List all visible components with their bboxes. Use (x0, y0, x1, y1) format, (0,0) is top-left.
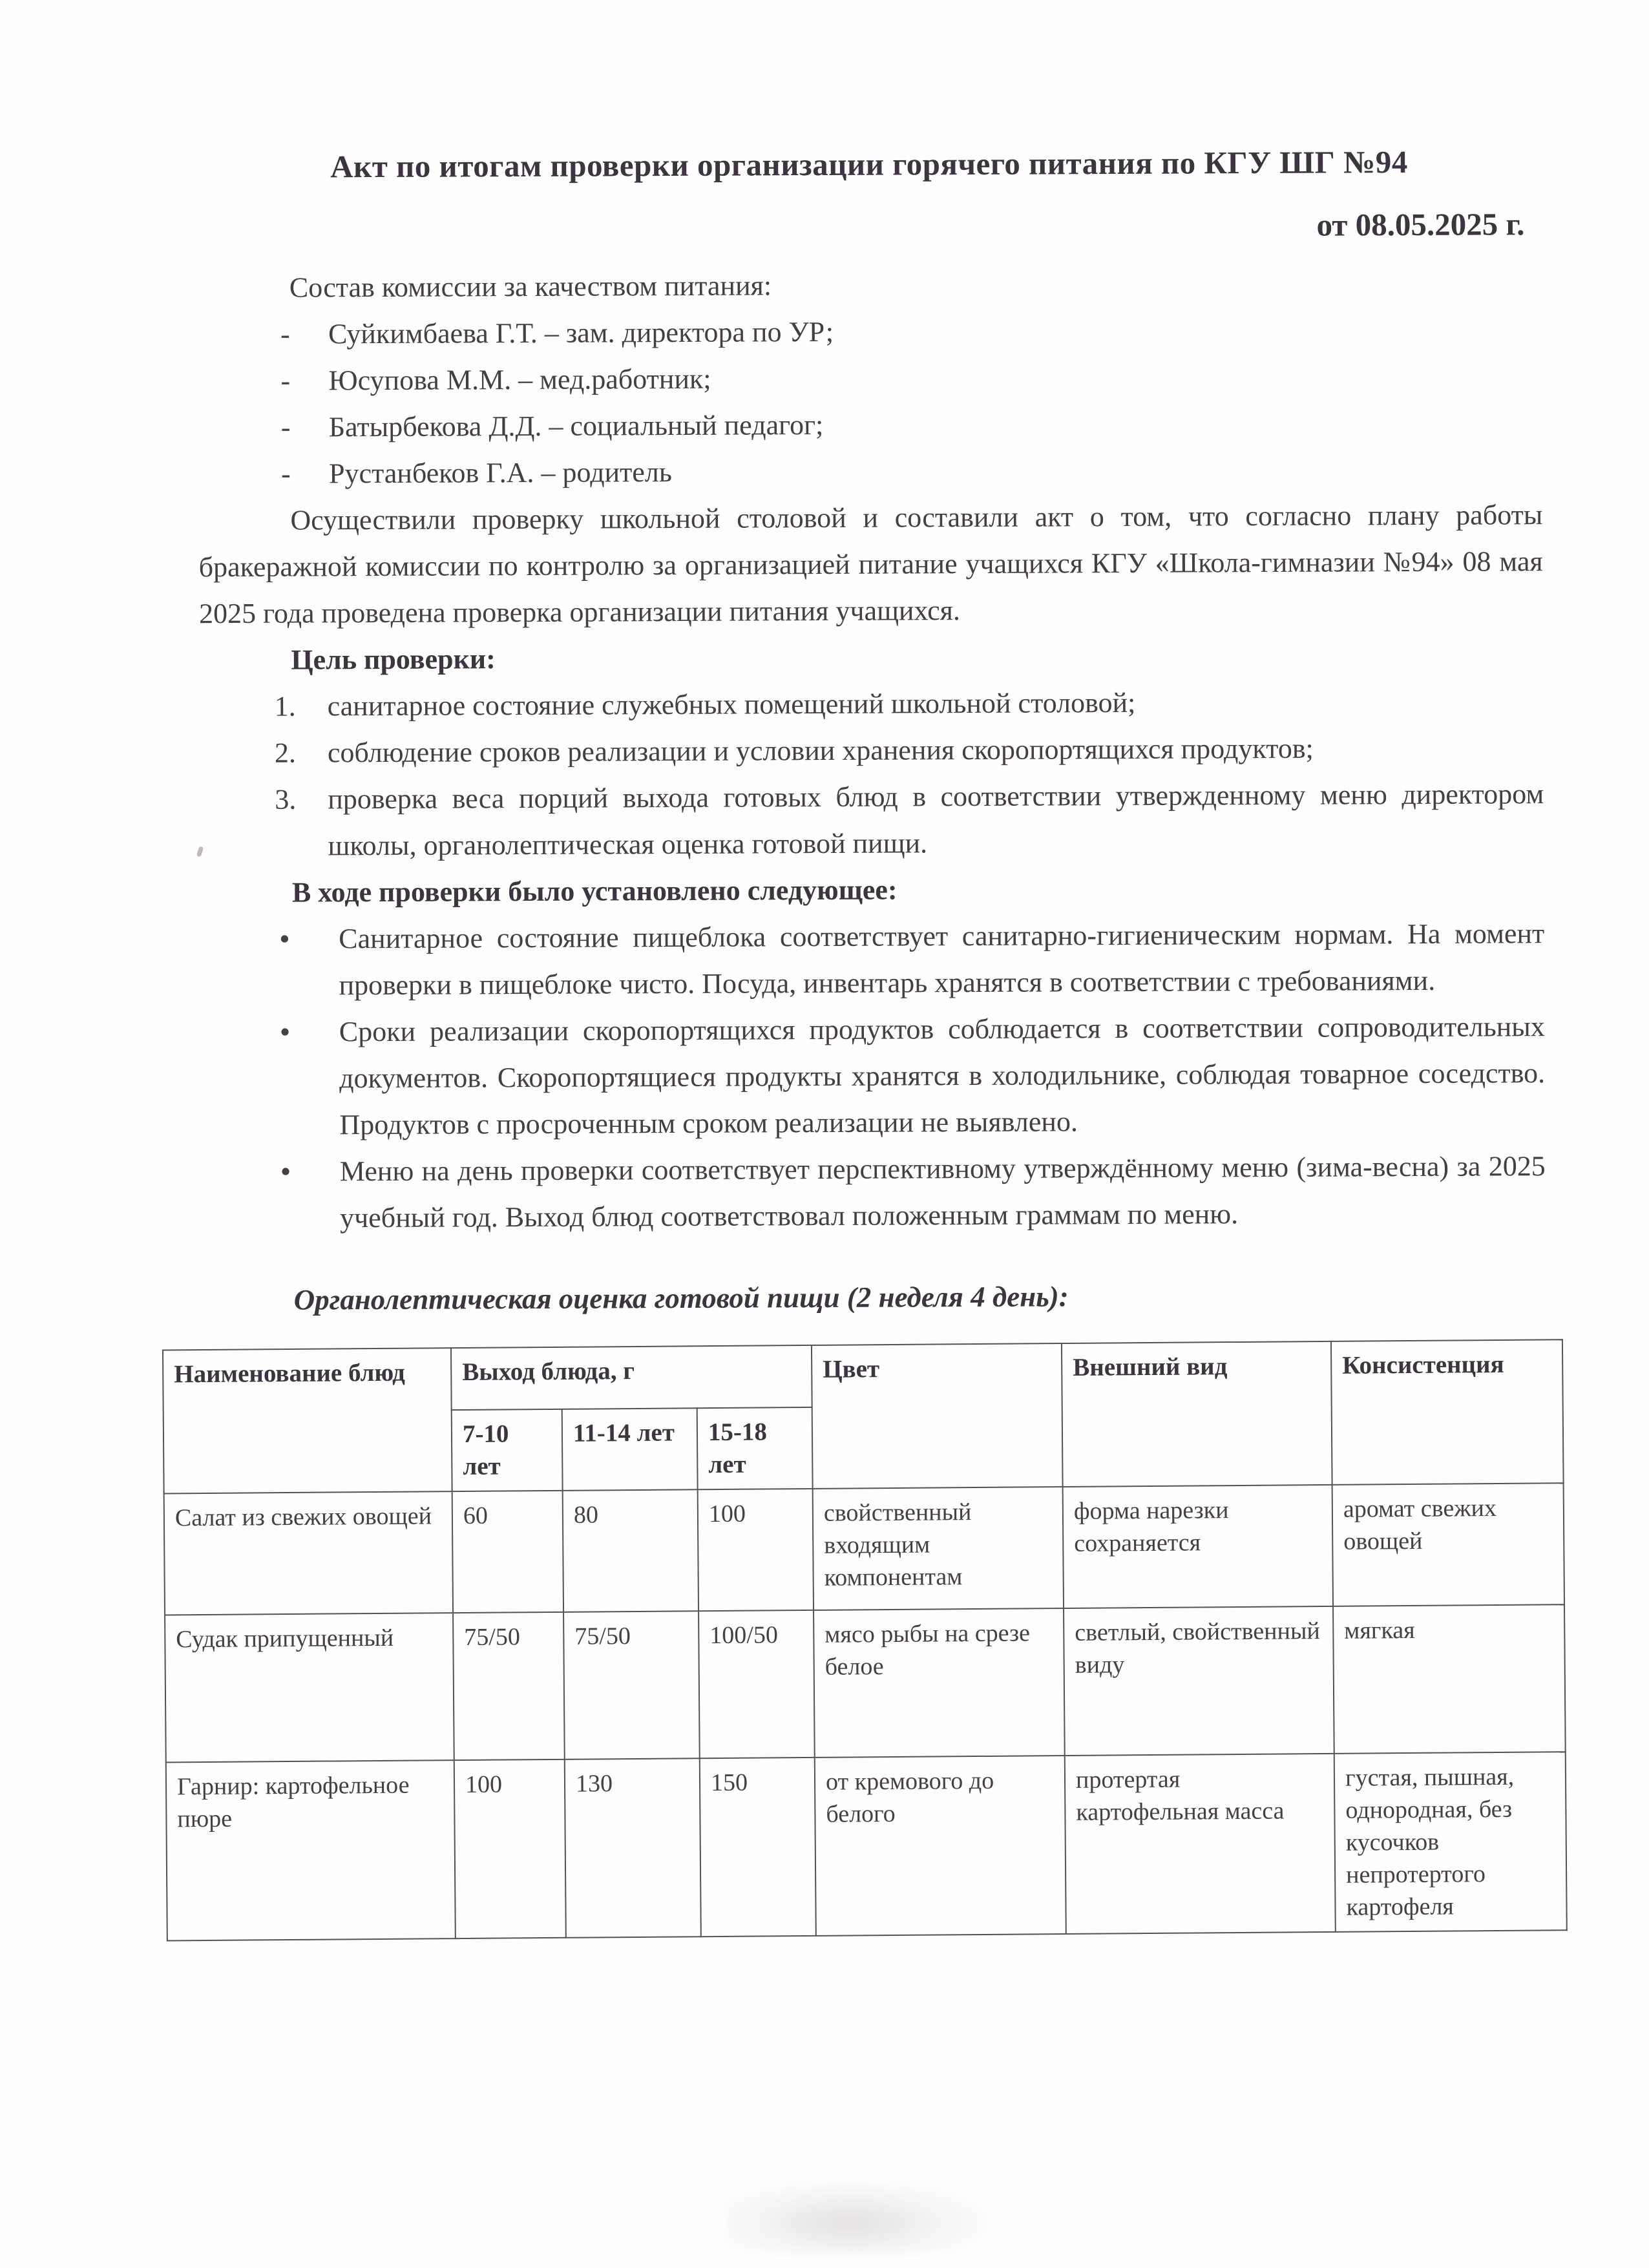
col-header-age-7-10: 7-10 лет (452, 1409, 563, 1491)
cell-yield-15-18: 100/50 (698, 1610, 815, 1758)
finding-text: Санитарное состояние пищеблока соответствует санитарно-гигиеническим нормам. На момент проверки в пищеблоке чисто. Посуда, инвентарь хранятся в соответствии с требованиями. (339, 918, 1545, 1002)
cell-dish: Судак припущенный (165, 1613, 454, 1762)
col-header-age-11-14: 11-14 лет (562, 1408, 698, 1491)
cell-color: мясо рыбы на срезе белое (814, 1608, 1065, 1758)
commission-member (280, 306, 1542, 358)
goal-list (199, 678, 1544, 870)
evaluation-table-wrapper (162, 1339, 1551, 1941)
commission-member-text: Батырбекова Д.Д. – социальный педагог; (328, 409, 824, 443)
cell-appearance: форма нарезки сохраняется (1063, 1485, 1333, 1608)
commission-intro: Состав комиссии за качеством питания: (289, 269, 772, 304)
commission-member-text: Суйкимбаева Г.Т. – зам. директора по УР; (328, 315, 834, 350)
cell-yield-15-18: 100 (698, 1489, 814, 1611)
commission-member (280, 352, 1542, 404)
document-date: от 08.05.2025 г. (1316, 206, 1525, 243)
col-header-color: Цвет (812, 1343, 1063, 1489)
cell-dish: Салат из свежих овощей (164, 1491, 453, 1615)
goal-text: соблюдение сроков реализации и условии хранения скоропортящихся продуктов; (327, 732, 1314, 769)
goal-number: 3. (275, 783, 297, 815)
commission-list (198, 306, 1542, 498)
cell-yield-7-10: 60 (452, 1491, 563, 1613)
cell-yield-11-14: 75/50 (563, 1611, 700, 1759)
cell-color: от кремового до белого (815, 1756, 1066, 1936)
cell-consistency: мягкая (1333, 1604, 1566, 1754)
cell-yield-11-14: 80 (563, 1489, 698, 1612)
col-header-age-15-18: 15-18 лет (697, 1407, 813, 1489)
dash-marker: - (280, 318, 290, 350)
commission-member-text: Рустанбеков Г.А. – родитель (328, 456, 672, 490)
table-row (164, 1483, 1564, 1615)
cell-appearance: протертая картофельная масса (1065, 1754, 1336, 1934)
goal-heading: Цель проверки: (291, 643, 496, 676)
table-row (166, 1752, 1567, 1940)
cell-color: свойственный входящим компонентам (813, 1487, 1064, 1610)
commission-member (281, 445, 1542, 498)
cell-appearance: светлый, свойственный виду (1064, 1606, 1334, 1756)
goal-number: 1. (274, 690, 296, 722)
table-row (165, 1604, 1566, 1762)
col-header-dish: Наименование блюд (163, 1348, 452, 1493)
goal-item (275, 724, 1544, 777)
cell-yield-7-10: 75/50 (453, 1612, 565, 1760)
cell-yield-11-14: 130 (565, 1758, 701, 1938)
goal-text: санитарное состояние служебных помещений школьной столовой; (327, 686, 1136, 722)
cell-yield-7-10: 100 (454, 1759, 566, 1938)
bullet-marker: • (279, 1015, 291, 1049)
dash-marker: - (280, 457, 291, 490)
commission-member (281, 399, 1542, 451)
dash-marker: - (280, 364, 291, 397)
finding-item (280, 1003, 1546, 1149)
act-paragraph: Осуществили проверку школьной столовой и составили акт о том, что согласно плану работы бракеражной комиссии по контролю за организацией питание учащихся КГУ «Школа-гимназии №94» 08 мая 2025 года проведена проверка организации питания учащихся. (198, 499, 1543, 630)
organoleptic-evaluation-table (162, 1339, 1568, 1941)
goal-number: 2. (274, 737, 297, 769)
findings-heading: В ходе проверки было установлено следующее: (291, 874, 898, 908)
bullet-marker: • (279, 922, 290, 956)
finding-text: Меню на день проверки соответствует перспективному утверждённому меню (зима-весна) за 2025 учебный год. Выход блюд соответствовал положенным граммам по меню. (339, 1150, 1546, 1234)
document-title: Акт по итогам проверки организации горячего питания по КГУ ШГ №94 (330, 144, 1408, 185)
cell-yield-15-18: 150 (700, 1758, 816, 1937)
finding-text: Сроки реализации скоропортящихся продуктов соблюдается в соответствии сопроводительных документов. Скоропортящиеся продукты хранятся в холодильнике, соблюдая товарное соседство. Продуктов с просроченным сроком реализации не выявлено. (339, 1011, 1546, 1141)
col-header-consistency: Консистенция (1331, 1339, 1564, 1485)
goal-item (275, 771, 1544, 870)
commission-member-text: Юсупова М.М. – мед.работник; (328, 362, 711, 397)
cell-consistency: густая, пышная, однородная, без кусочков непротертого картофеля (1334, 1752, 1567, 1932)
cell-dish: Гарнир: картофельное пюре (166, 1760, 456, 1940)
cell-consistency: аромат свежих овощей (1332, 1483, 1564, 1606)
table-caption: Органолептическая оценка готовой пищи (2 неделя 4 день): (293, 1280, 1069, 1316)
goal-text: проверка веса порций выхода готовых блюд в соответствии утвержденному меню директором школы, органолептическая оценка готовой пищи. (328, 778, 1544, 862)
goal-item (274, 678, 1543, 730)
dash-marker: - (280, 411, 291, 443)
finding-item (279, 910, 1545, 1009)
bullet-marker: • (280, 1155, 291, 1189)
findings-list (200, 910, 1546, 1242)
col-header-appearance: Внешний вид (1062, 1341, 1332, 1487)
col-header-yield: Выход блюда, г (451, 1345, 812, 1410)
finding-item (280, 1143, 1546, 1242)
